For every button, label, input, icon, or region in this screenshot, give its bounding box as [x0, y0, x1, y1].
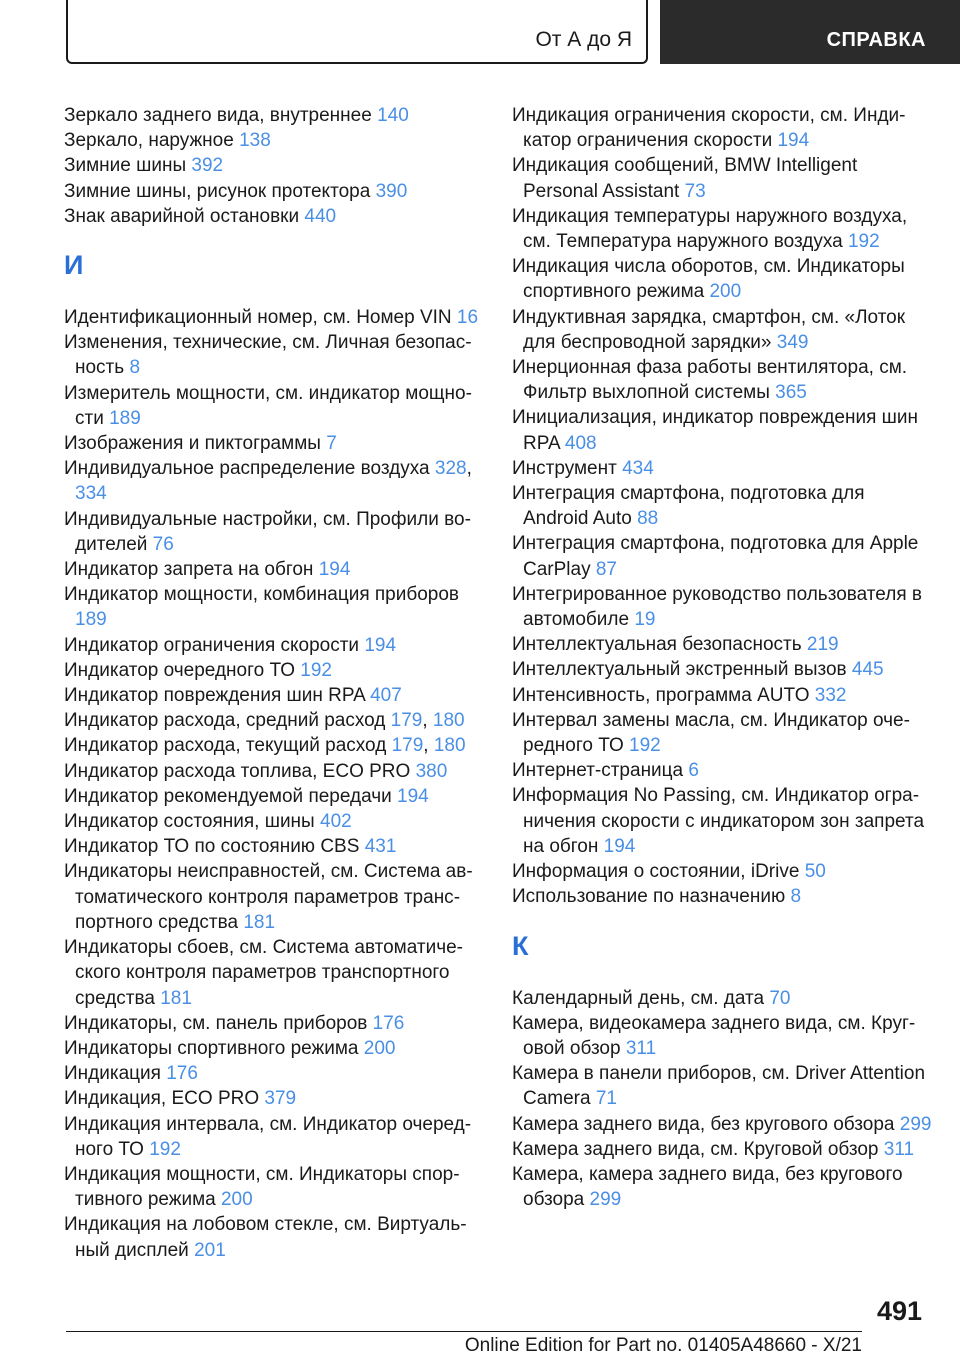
index-entry-text: Информация No Passing, см. Индикатор ограничения скорости с индикатором зон запрета на обгон: [512, 785, 925, 857]
title-tab: [660, 0, 960, 64]
index-entry: [512, 405, 932, 455]
page-ref-link[interactable]: 181: [160, 987, 192, 1009]
page-ref-link[interactable]: 332: [814, 684, 847, 706]
page-ref-link[interactable]: 219: [806, 634, 839, 656]
index-entry: [64, 381, 484, 431]
index-letter-heading: И: [64, 250, 84, 281]
page-ref-link[interactable]: 445: [851, 659, 884, 681]
page-ref-link[interactable]: 19: [634, 609, 656, 631]
index-entry: [512, 1112, 932, 1137]
index-letter-heading: К: [512, 930, 529, 961]
index-entry: [512, 758, 932, 783]
index-entry: [64, 431, 484, 456]
index-entry: [512, 1011, 932, 1061]
index-entry-text: Интернет-страница: [512, 760, 689, 782]
index-entry: [512, 783, 932, 859]
index-entry: [64, 784, 484, 809]
index-entry: [64, 456, 484, 506]
index-entry-text: Индикатор ограничения скорости: [64, 634, 365, 656]
index-column-left: [64, 103, 484, 1263]
index-entry-text: Интегрированное руководство пользователя в автомобиле: [512, 583, 922, 631]
index-entry: [512, 204, 932, 254]
page-ref-link[interactable]: 201: [194, 1239, 226, 1261]
index-entry: [512, 456, 932, 481]
index-entry: [64, 179, 484, 204]
index-entry-text: Камера заднего вида, см. Круговой обзор: [512, 1138, 884, 1160]
index-entry-text: Индикация числа оборотов, см. Индикаторы спортивного режима: [512, 256, 905, 303]
page-ref-link[interactable]: 299: [899, 1113, 932, 1135]
index-entry: [64, 128, 484, 153]
index-entry-text: Интеллектуальная безопасность: [512, 634, 807, 656]
index-entry-text: Индикатор расхода, текущий расход: [64, 735, 392, 757]
index-entry-text: Информация о состоянии, iDrive: [512, 861, 805, 883]
index-entry-text: Индикатор мощности, комбинация приборов: [64, 584, 460, 606]
page-ref-link[interactable]: 200: [220, 1189, 253, 1211]
page-ref-link[interactable]: 194: [318, 559, 351, 581]
page-ref-link[interactable]: 434: [622, 457, 654, 479]
page-ref-link[interactable]: 194: [777, 130, 810, 152]
index-entry: [64, 1011, 484, 1036]
index-entry: [64, 153, 484, 178]
index-entry: [512, 481, 932, 531]
index-entry-text: Камера, видеокамера заднего вида, см. Круговой обзор: [512, 1012, 916, 1059]
index-entry-text: Камера в панели приборов, см. Driver Attention Camera: [512, 1063, 926, 1110]
index-entry: [64, 633, 484, 658]
index-entry-text: Индикация сообщений, BMW Intelligent Personal Assistant: [512, 155, 858, 202]
index-entry: [64, 582, 484, 632]
index-entry-text: Индикатор расхода, средний расход: [64, 710, 391, 732]
page-ref-link[interactable]: 192: [629, 735, 661, 757]
index-entry-text: Инструмент: [512, 457, 623, 479]
title-tab-label: СПРАВКА: [826, 29, 926, 51]
index-entry: [64, 1212, 484, 1262]
page-ref-link[interactable]: 176: [372, 1012, 405, 1034]
index-entry-text: Изображения и пиктограммы: [64, 433, 327, 455]
page-ref-link[interactable]: 407: [370, 685, 402, 707]
section-tab-label: От А до Я: [535, 28, 632, 51]
index-entry: [64, 1112, 484, 1162]
page-ref-link[interactable]: 179: [391, 735, 424, 757]
page-ref-link[interactable]: 194: [397, 785, 429, 807]
index-entry: [512, 1137, 932, 1162]
index-entry-text: Индикатор ТО по состоянию CBS: [64, 836, 365, 858]
index-entry-text: Интенсивность, программа AUTO: [512, 684, 815, 706]
index-entry: [64, 1162, 484, 1212]
index-entry-text: Индикаторы, см. панель приборов: [64, 1012, 373, 1034]
index-entry: [512, 1162, 932, 1212]
index-entry: [64, 834, 484, 859]
index-entry-text: Индикация мощности, см. Индикаторы спортивного режима: [64, 1163, 460, 1211]
index-entry-text: Интеллектуальный экстренный вызов: [512, 659, 852, 681]
page-ref-link[interactable]: 311: [883, 1138, 915, 1160]
index-entry-text: Индикация: [64, 1063, 167, 1085]
page-ref-link[interactable]: 379: [264, 1088, 297, 1110]
index-entry-text: Камера, камера заднего вида, без кругового обзора: [512, 1163, 903, 1211]
page-ref-link[interactable]: 408: [564, 432, 597, 454]
index-entry: [512, 254, 932, 304]
index-entry: [64, 658, 484, 683]
index-entry-text: Зеркало, наружное: [64, 130, 240, 152]
index-entry-text: Зимние шины, рисунок протектора: [64, 180, 376, 202]
index-entry: [64, 103, 484, 128]
page-ref-link[interactable]: 189: [75, 609, 107, 631]
index-entry: [64, 935, 484, 1011]
index-entry-text: Индуктивная зарядка, смартфон, см. «Лоток для беспроводной зарядки»: [512, 306, 906, 353]
index-entry: [64, 557, 484, 582]
index-entry: [512, 153, 932, 203]
index-entry-text: Индикатор рекомендуемой передачи: [64, 785, 398, 807]
page-ref-link[interactable]: 7: [326, 433, 337, 455]
index-entry-text: Индикаторы неисправностей, см. Система автоматического контроля параметров транспортного средства: [64, 861, 473, 933]
index-entry-text: Знак аварийной остановки: [64, 205, 305, 227]
index-entry: [64, 204, 484, 229]
page-ref-link[interactable]: 200: [709, 281, 742, 303]
index-entry: [64, 1036, 484, 1061]
page-ref-link[interactable]: 8: [790, 886, 802, 908]
page-ref-link[interactable]: 200: [363, 1037, 396, 1059]
index-entry-text: Камера заднего вида, без кругового обзора: [512, 1113, 900, 1135]
page-ref-link[interactable]: 140: [377, 105, 409, 126]
index-entry: [512, 986, 932, 1011]
page-ref-link[interactable]: 189: [109, 407, 141, 429]
index-entry: [512, 632, 932, 657]
page-ref-link[interactable]: 431: [364, 836, 397, 858]
page-ref-link[interactable]: 349: [776, 331, 809, 353]
footer-divider: [66, 1331, 862, 1332]
page-ref-link[interactable]: 194: [603, 835, 636, 857]
page-ref-link[interactable]: 176: [166, 1063, 198, 1085]
page-ref-link[interactable]: 194: [364, 634, 397, 656]
index-entry-text: Индикация ограничения скорости, см. Индикатор ограничения скорости: [512, 105, 906, 152]
index-entry-text: Инициализация, индикатор повреждения шин RPA: [512, 407, 918, 454]
index-entry-text: Зеркало заднего вида, внутреннее: [64, 105, 378, 126]
page-ref-separator: ,: [423, 735, 434, 757]
index-entry: [512, 582, 932, 632]
index-entry-text: Изменения, технические, см. Личная безопасность: [64, 332, 472, 379]
index-entry-text: Использование по назначению: [512, 886, 791, 908]
index-entry: [512, 531, 932, 581]
page-ref-link[interactable]: 380: [415, 760, 448, 782]
index-entry: [64, 809, 484, 834]
page-ref-link[interactable]: 50: [804, 861, 826, 883]
page-ref-link[interactable]: 311: [625, 1037, 657, 1059]
index-entry: [512, 103, 932, 153]
page-ref-link[interactable]: 180: [433, 735, 466, 757]
index-entry-text: Индикация, ECO PRO: [64, 1088, 265, 1110]
index-entry: [512, 1061, 932, 1111]
index-entry-text: Интеграция смартфона, подготовка для Apple CarPlay: [512, 533, 919, 580]
index-entry-text: Индивидуальные настройки, см. Профили водителей: [64, 508, 471, 555]
index-entry: [64, 708, 484, 733]
index-entry-text: Индикатор состояния, шины: [64, 811, 320, 833]
page-ref-link[interactable]: 181: [243, 911, 276, 933]
page-ref-link[interactable]: 180: [432, 710, 465, 732]
page-ref-link[interactable]: 71: [595, 1088, 617, 1110]
page-ref-separator: ,: [466, 458, 472, 480]
page-ref-link[interactable]: 299: [589, 1189, 622, 1211]
page-ref-link[interactable]: 192: [300, 659, 332, 681]
index-entry: [512, 683, 932, 708]
index-entry-text: Индикатор расхода топлива, ECO PRO: [64, 760, 416, 782]
index-entry: [64, 759, 484, 784]
index-entry: [64, 683, 484, 708]
page-ref-link[interactable]: 192: [847, 231, 880, 253]
page-ref-link[interactable]: 192: [149, 1138, 181, 1160]
index-entry: [512, 305, 932, 355]
index-entry: [512, 859, 932, 884]
index-entry: [64, 1061, 484, 1086]
index-entry-text: Индикатор очередного ТО: [64, 659, 301, 681]
index-entry-text: Измеритель мощности, см. индикатор мощности: [64, 382, 472, 429]
page-ref-link[interactable]: 138: [239, 130, 271, 152]
index-entry-text: Календарный день, см. дата: [512, 987, 770, 1009]
index-entry-text: Интеграция смартфона, подготовка для Android Auto: [512, 483, 865, 530]
index-entry: [512, 884, 932, 909]
index-entry-text: Индикация на лобовом стекле, см. Виртуальный дисплей: [64, 1214, 467, 1261]
index-entry-text: Индикатор запрета на обгон: [64, 559, 319, 581]
page-number: 491: [876, 1296, 922, 1326]
index-entry-text: Индикатор повреждения шин RPA: [64, 685, 371, 707]
page-ref-link[interactable]: 76: [152, 533, 174, 555]
page-ref-link[interactable]: 88: [637, 508, 659, 530]
footer-edition: Online Edition for Part no. 01405A48660 - X/21: [464, 1335, 862, 1356]
index-entry: [64, 330, 484, 380]
page-ref-link[interactable]: 179: [390, 710, 423, 732]
index-entry: [64, 859, 484, 935]
index-entry-text: Инерционная фаза работы вентилятора, см. Фильтр выхлопной системы: [512, 357, 908, 404]
index-entry: [512, 355, 932, 405]
index-entry: [64, 305, 484, 330]
index-entry: [512, 657, 932, 682]
section-tab: [66, 0, 648, 64]
page-ref-link[interactable]: 8: [129, 357, 141, 379]
index-entry-text: Интервал замены масла, см. Индикатор очередного ТО: [512, 709, 910, 757]
page-ref-link[interactable]: 334: [75, 483, 107, 505]
page-ref-separator: ,: [422, 710, 433, 732]
page-ref-link[interactable]: 402: [320, 811, 352, 833]
page-ref-link[interactable]: 328: [434, 458, 467, 480]
index-column-right: [512, 103, 932, 1212]
index-entry-text: Индивидуальное распределение воздуха: [64, 458, 435, 480]
index-entry: [64, 507, 484, 557]
index-entry-text: Индикация интервала, см. Индикатор очередного ТО: [64, 1113, 472, 1160]
page-ref-link[interactable]: 6: [688, 760, 699, 782]
page-ref-link[interactable]: 16: [456, 307, 479, 329]
index-entry: [512, 708, 932, 758]
page-ref-link[interactable]: 73: [684, 180, 706, 202]
page-ref-link[interactable]: 87: [595, 558, 617, 580]
page-ref-link[interactable]: 392: [191, 155, 224, 177]
page-ref-link[interactable]: 70: [769, 987, 791, 1009]
page-ref-link[interactable]: 440: [304, 205, 337, 227]
index-entry: [64, 1086, 484, 1111]
page-ref-link[interactable]: 365: [775, 382, 807, 404]
index-entry-text: Индикаторы спортивного режима: [64, 1037, 364, 1059]
index-entry-text: Индикаторы сбоев, см. Система автоматического контроля параметров транспортного средства: [64, 937, 463, 1009]
index-entry: [64, 733, 484, 758]
index-entry-text: Индикация температуры наружного воздуха, см. Температура наружного воздуха: [512, 205, 908, 253]
index-entry-text: Идентификационный номер, см. Номер VIN: [64, 307, 457, 329]
page-ref-link[interactable]: 390: [375, 180, 408, 202]
index-entry-text: Зимние шины: [64, 155, 192, 177]
